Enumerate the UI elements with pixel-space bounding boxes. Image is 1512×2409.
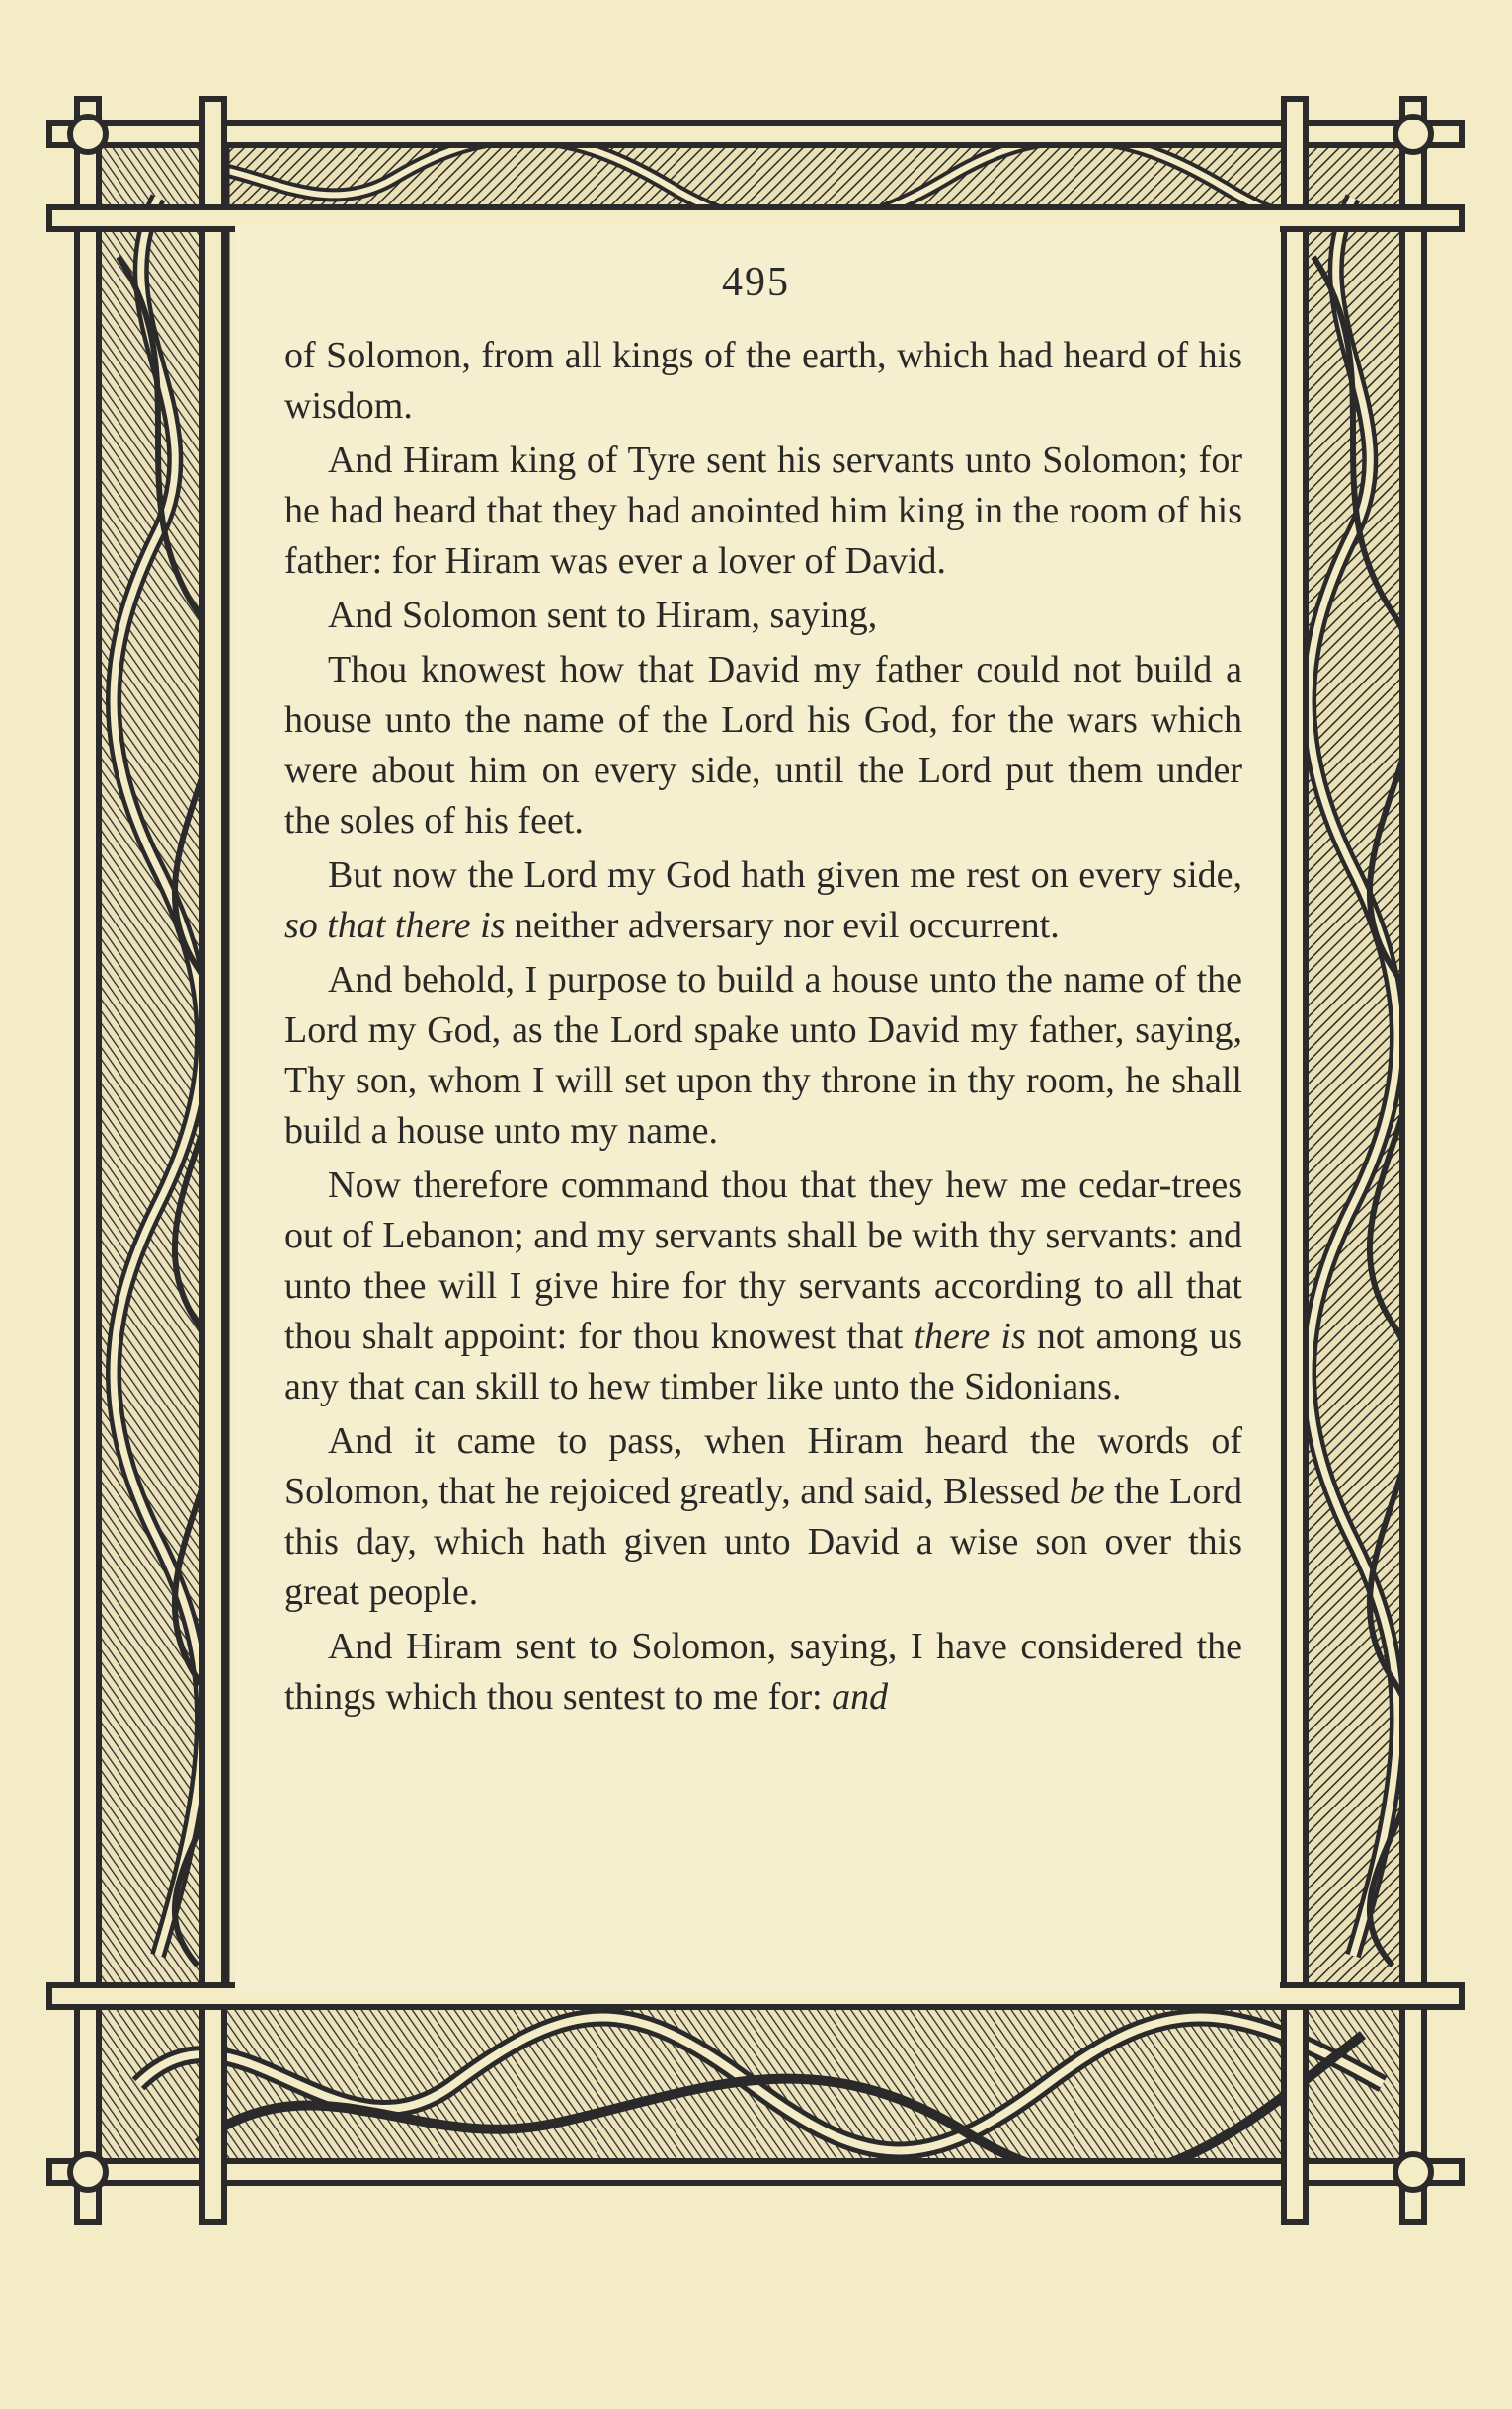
paragraph: And behold, I purpose to build a house unto the name of the Lord my God, as the Lord spake unto David my father, saying, Thy son, whom I will set upon thy throne in thy room, he shall build a house unto my name. — [284, 959, 1242, 1152]
paragraph: And Hiram king of Tyre sent his servants unto Solomon; for he had heard that they had anointed him king in the room of his father: for Hiram was ever a lover of David. — [284, 440, 1242, 582]
paragraph: But now the Lord my God hath given me rest on every side, so that there is neither adversary nor evil occurrent. — [284, 854, 1242, 946]
paragraph: And Hiram sent to Solomon, saying, I have considered the things which thou sentest to me for: and — [284, 1626, 1242, 1718]
body-text — [284, 331, 1242, 1723]
paragraph: And it came to pass, when Hiram heard the words of Solomon, that he rejoiced greatly, and said, Blessed be the Lord this day, which hath given unto David a wise son over this great people. — [284, 1420, 1242, 1613]
paragraph: of Solomon, from all kings of the earth, which had heard of his wisdom. — [284, 335, 1242, 427]
paragraph: Now therefore command thou that they hew me cedar-trees out of Lebanon; and my servants shall be with thy servants: and unto thee will I give hire for thy servants according to all that thou shalt appoint: for thou knowest that there is not among us any that can skill to hew timber like unto the Sidonians. — [284, 1164, 1243, 1407]
paragraph: And Solomon sent to Hiram, saying, — [328, 595, 878, 636]
border-bottom-band — [89, 2005, 1422, 2176]
paragraph: Thou knowest how that David my father could not build a house unto the name of the Lord his God, for the wars which were about him on every side, until the Lord put them under the soles of his feet. — [284, 649, 1242, 842]
page-number: 495 — [722, 260, 790, 305]
